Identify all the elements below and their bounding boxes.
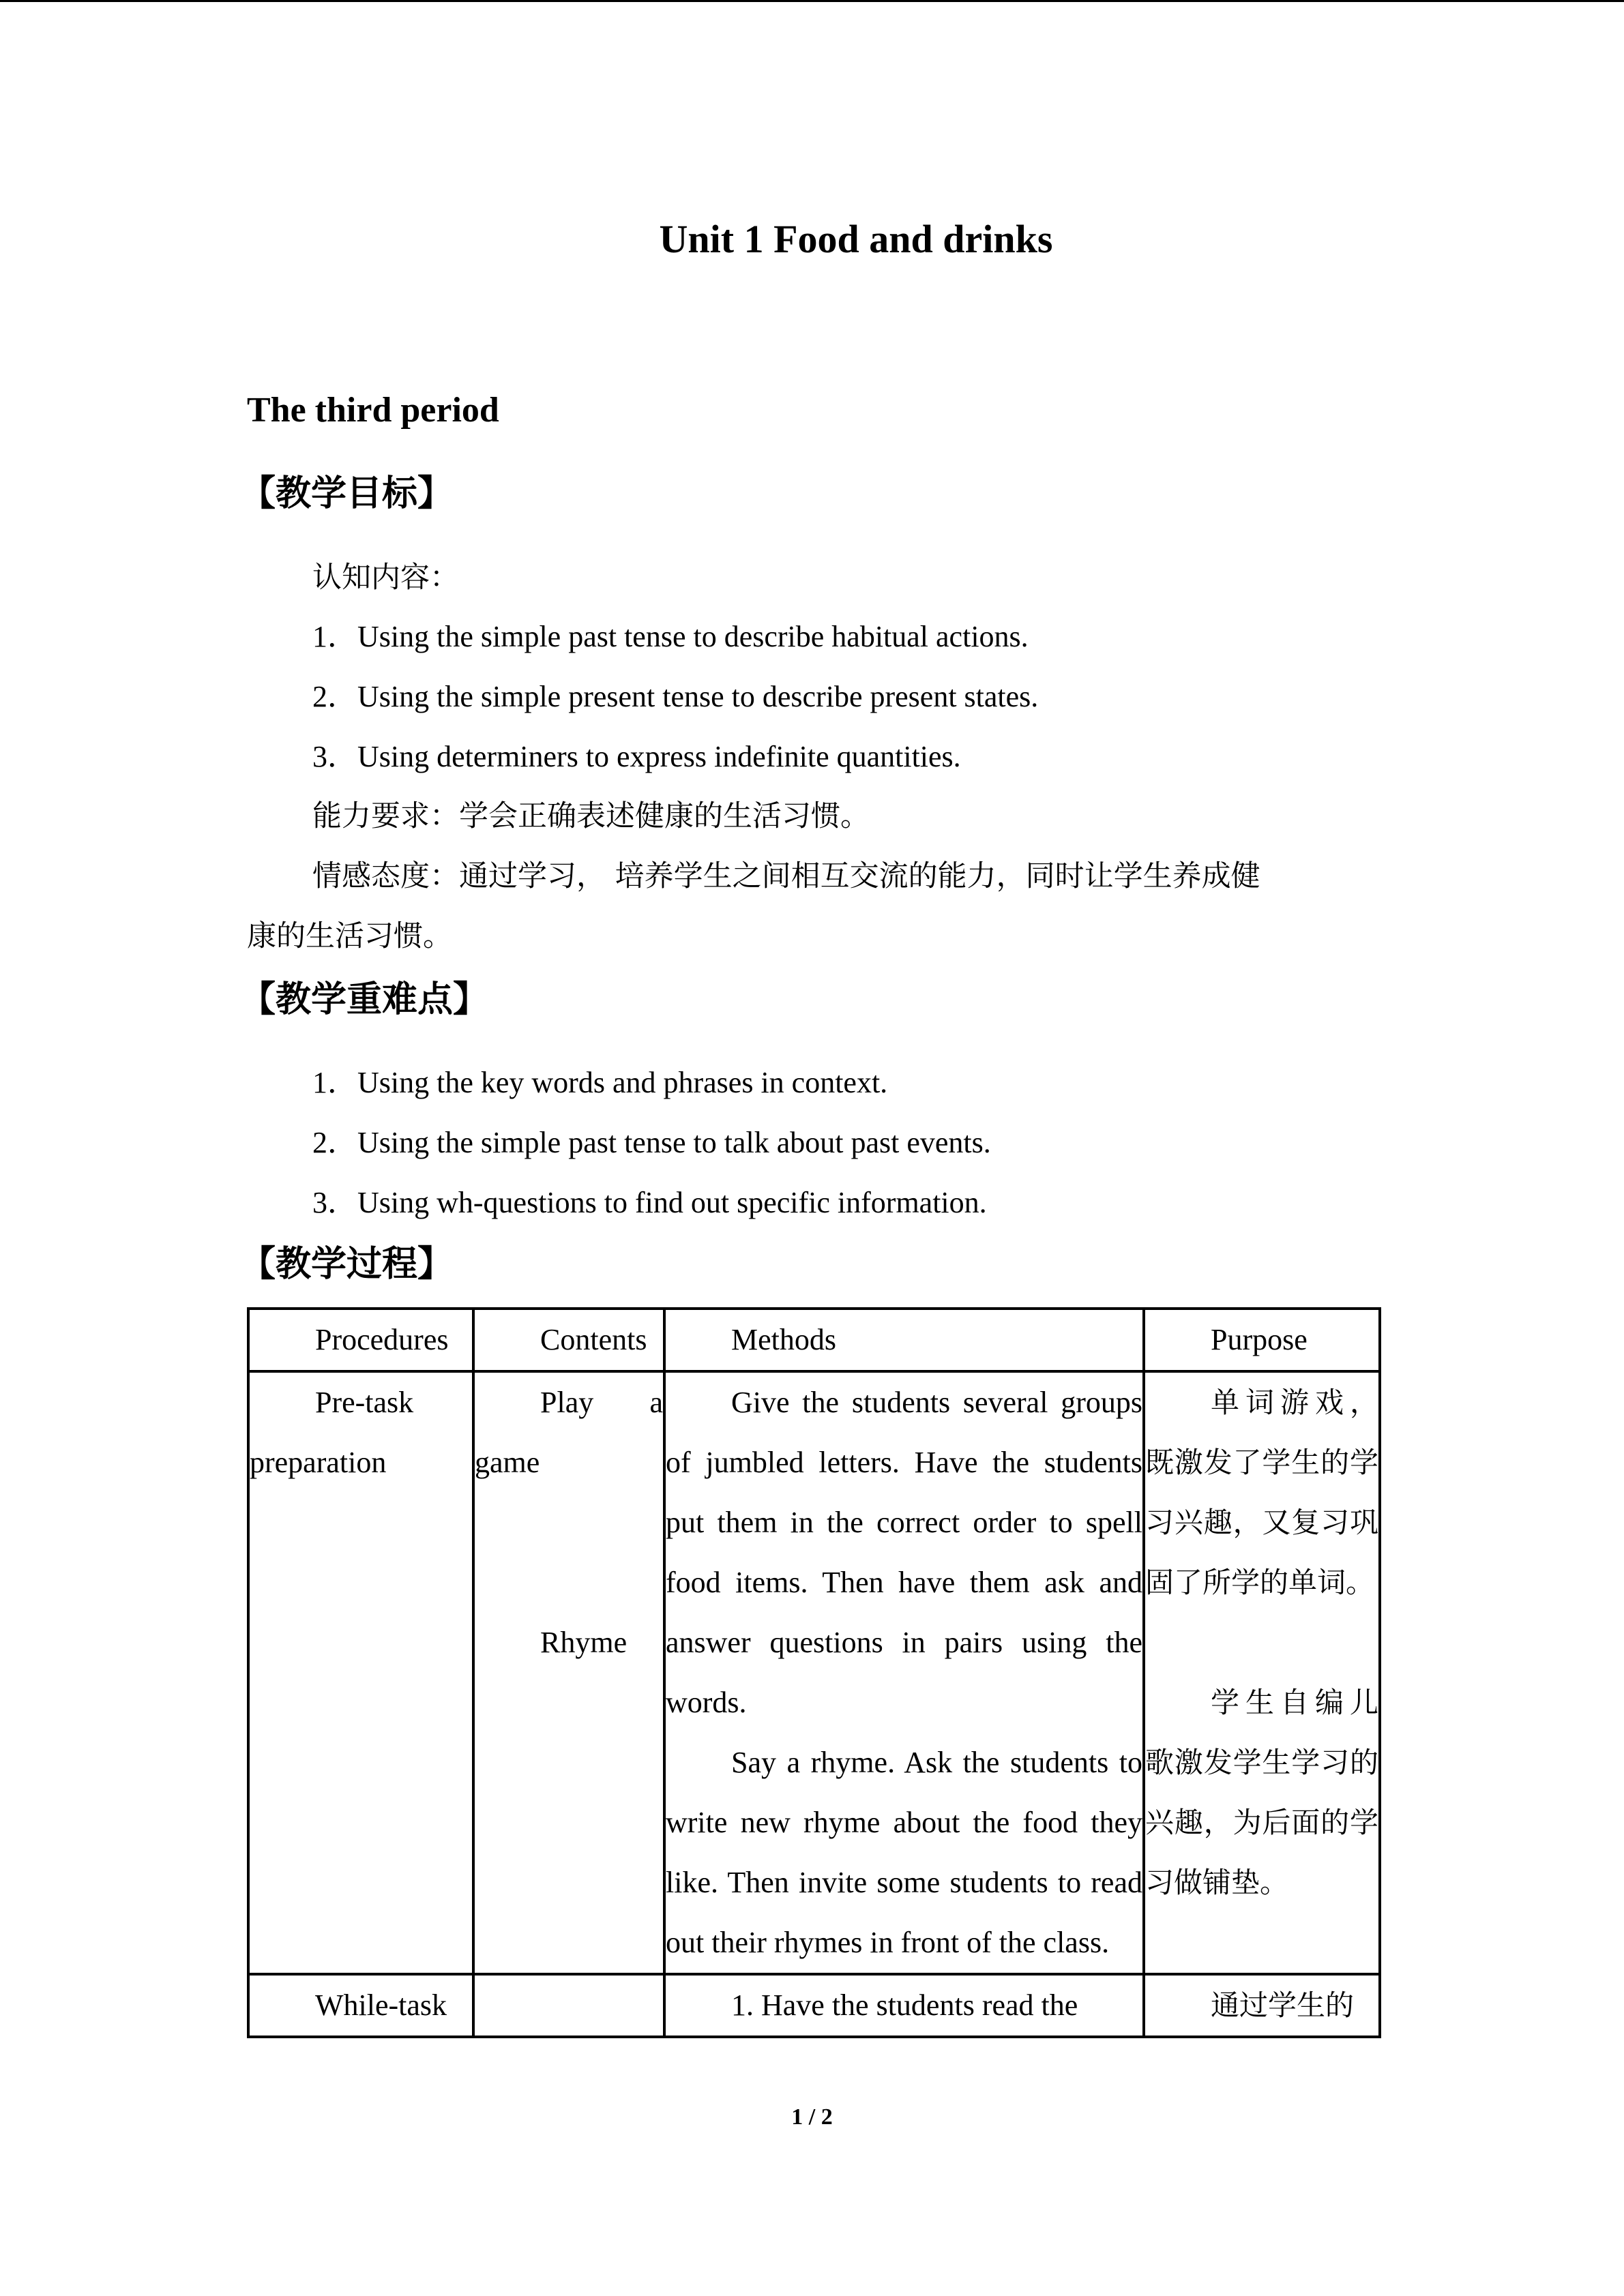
cognitive-label: 认知内容： <box>312 561 459 595</box>
table-row <box>248 1371 1380 1974</box>
purpose-rhyme: 学生自编儿歌激发学生学习的兴趣，为后面的学习做铺垫。 <box>1145 1686 1378 1899</box>
section-heading-key-points: 【教学重难点】 <box>240 979 489 1020</box>
table-header-row <box>248 1309 1380 1371</box>
method-game: Give the students several groups of jumbled letters. Have the students put them in the correct order to spell food items. Then have them ask and answer questions in pairs using the words. <box>666 1386 1142 1719</box>
header-procedures: Procedures <box>248 1309 473 1371</box>
table-row <box>248 1974 1380 2037</box>
purpose-game: 单词游戏，既激发了学生的学习兴趣，又复习巩固了所学的单词。 <box>1145 1386 1378 1599</box>
method-cell <box>664 1371 1144 1974</box>
procedure-cell <box>248 1371 473 1974</box>
method-while-task: 1. Have the students read the <box>664 1974 1144 2037</box>
key-point-item-3: 3．Using wh-questions to find out specific information. <box>312 1186 987 1219</box>
section-heading-objectives: 【教学目标】 <box>240 473 454 514</box>
header-contents: Contents <box>473 1309 664 1371</box>
objective-item-1: 1．Using the simple past tense to describe habitual actions. <box>312 620 1029 653</box>
procedure-while-task: While-task <box>248 1974 473 2037</box>
method-rhyme: Say a rhyme. Ask the students to write new rhyme about the food they like. Then invite some students to read out their rhymes in front of the class. <box>666 1746 1142 1959</box>
page-number: 1 / 2 <box>791 2104 833 2130</box>
content-play-game: Play a game <box>475 1386 663 1479</box>
procedure-pre-task: Pre-task preparation <box>250 1386 414 1479</box>
attitude-line-1: 情感态度：通过学习， 培养学生之间相互交流的能力，同时让学生养成健 <box>312 859 1260 893</box>
purpose-cell <box>1144 1371 1380 1974</box>
key-point-item-1: 1．Using the key words and phrases in context. <box>312 1066 888 1099</box>
section-heading-procedure: 【教学过程】 <box>240 1244 454 1285</box>
purpose-while-task: 通过学生的 <box>1144 1974 1380 2037</box>
objective-item-3: 3．Using determiners to express indefinite quantities. <box>312 740 961 773</box>
key-point-item-2: 2．Using the simple past tense to talk about past events. <box>312 1126 991 1159</box>
period-subtitle: The third period <box>247 391 499 430</box>
content-while-task <box>473 1974 664 2037</box>
header-purpose: Purpose <box>1144 1309 1380 1371</box>
header-methods: Methods <box>664 1309 1144 1371</box>
document-title: Unit 1 Food and drinks <box>659 217 1053 261</box>
ability-requirement: 能力要求：学会正确表述健康的生活习惯。 <box>312 799 870 833</box>
top-border <box>0 0 1624 2</box>
objective-item-2: 2．Using the simple present tense to describe present states. <box>312 680 1039 713</box>
attitude-line-2: 康的生活习惯。 <box>247 919 452 953</box>
procedure-table <box>247 1307 1381 2038</box>
content-cell <box>473 1371 664 1974</box>
content-rhyme: Rhyme <box>540 1626 628 1659</box>
